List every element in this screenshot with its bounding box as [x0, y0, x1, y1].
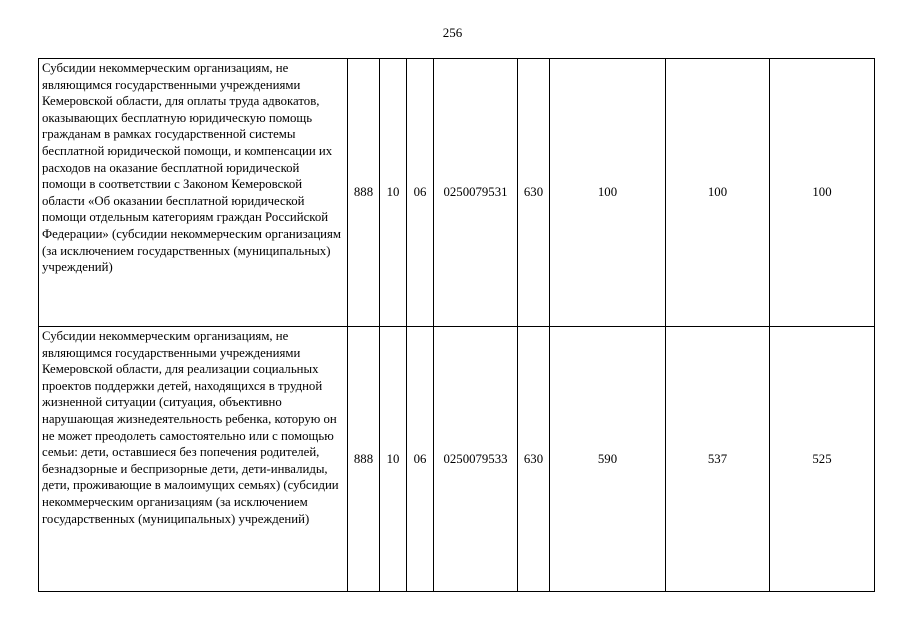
section-code-cell: 10: [380, 327, 407, 592]
table-row: [39, 59, 875, 327]
subsection-code-cell: 06: [407, 59, 434, 327]
expense-type-cell: 630: [518, 59, 550, 327]
page-number: 256: [442, 25, 463, 40]
amount-cell-2: 537: [666, 327, 770, 592]
ministry-code-cell: 888: [348, 327, 380, 592]
budget-table: [38, 58, 875, 592]
description-cell: Субсидии некоммерческим организациям, не являющимся государственными учреждениями Кемеровской области, для оплаты труда адвокатов, оказывающих бесплатную юридическую помощь гражданам в рамках государственной системы бесплатной юридической помощи, и компенсации их расходов на оказание бесплатной юридической помощи в соответствии с Законом Кемеровской области «Об оказании бесплатной юридической помощи отдельным категориям граждан Российской Федерации» (субсидии некоммерческим организациям (за исключением государственных (муниципальных) учреждений): [39, 59, 348, 327]
target-article-cell: 0250079531: [434, 59, 518, 327]
amount-cell-2: 100: [666, 59, 770, 327]
table-row: [39, 327, 875, 592]
amount-cell-1: 100: [550, 59, 666, 327]
expense-type-cell: 630: [518, 327, 550, 592]
amount-cell-3: 100: [770, 59, 875, 327]
section-code-cell: 10: [380, 59, 407, 327]
target-article-cell: 0250079533: [434, 327, 518, 592]
subsection-code-cell: 06: [407, 327, 434, 592]
description-cell: Субсидии некоммерческим организациям, не являющимся государственными учреждениями Кемеровской области, для реализации социальных проектов поддержки детей, находящихся в трудной жизненной ситуации (ситуация, объективно нарушающая жизнедеятельность ребенка, которую он не может преодолеть самостоятельно или с помощью семьи: дети, оставшиеся без попечения родителей, безнадзорные и беспризорные дети, дети-инвалиды, дети, проживающие в малоимущих семьях) (субсидии некоммерческим организациям (за исключением государственных (муниципальных) учреждений): [39, 327, 348, 592]
amount-cell-1: 590: [550, 327, 666, 592]
amount-cell-3: 525: [770, 327, 875, 592]
ministry-code-cell: 888: [348, 59, 380, 327]
